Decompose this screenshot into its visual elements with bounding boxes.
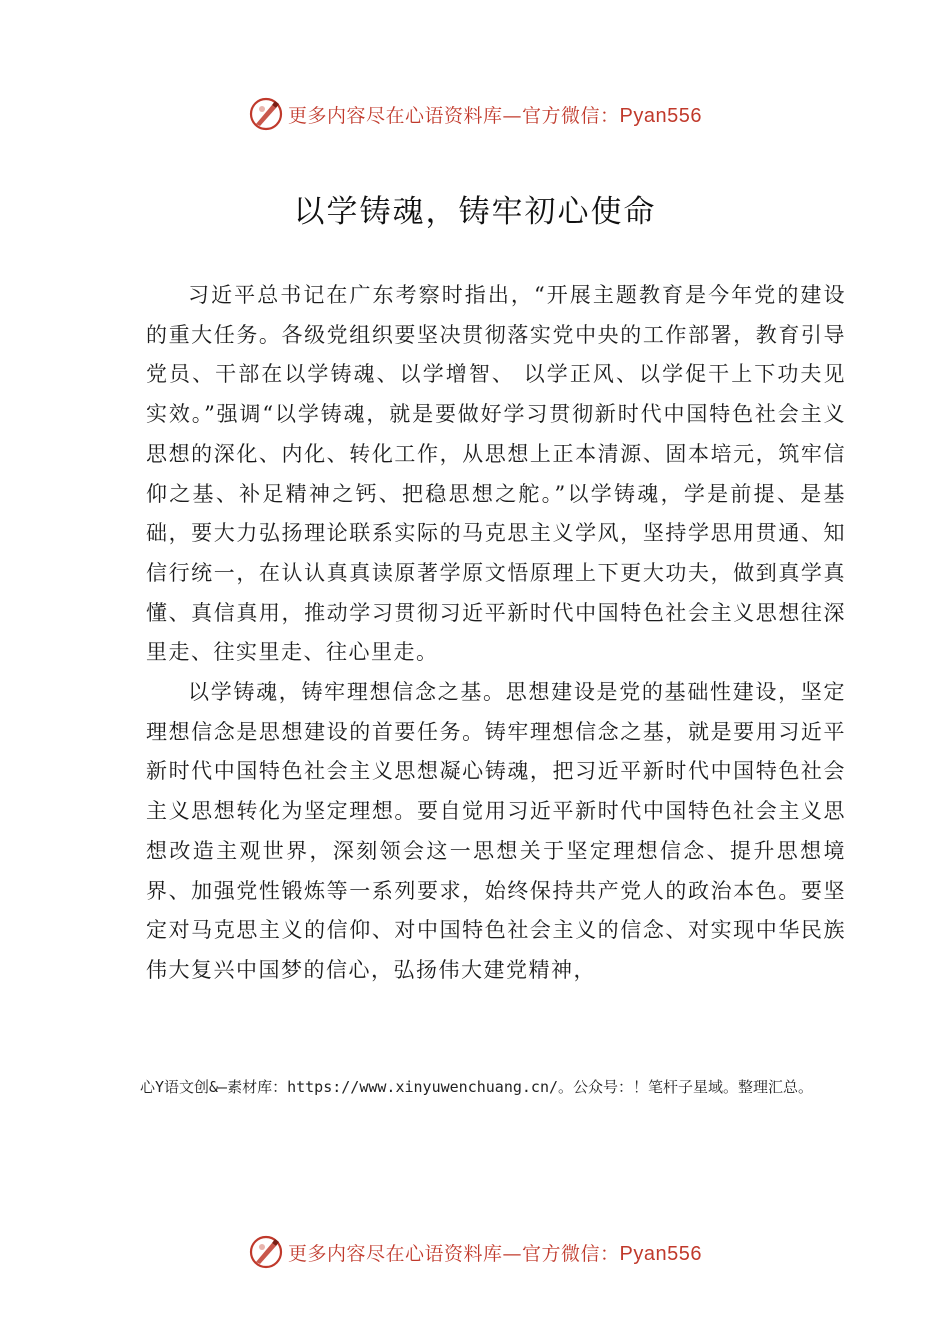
pen-logo-icon xyxy=(248,96,284,132)
header-banner xyxy=(0,94,950,134)
paragraph: 习近平总书记在广东考察时指出，“开展主题教育是今年党的建设的重大任务。各级党组织要坚决贯彻落实党中央的工作部署，教育引导党员、干部在以学铸魂、以学增智、 以学正风、以学促干上下功夫见实效。”强调“以学铸魂，就是要做好学习贯彻新时代中国特色社会主义思想的深化、内化、转化工作，从思想上正本清源、固本培元，筑牢信仰之基、补足精神之钙、把稳思想之舵。”以学铸魂，学是前提、是基础，要大力弘扬理论联系实际的马克思主义学风，坚持学思用贯通、知信行统一，在认认真真读原著学原文悟原理上下更大功夫，做到真学真懂、真信真用，推动学习贯彻习近平新时代中国特色社会主义思想往深里走、往实里走、往心里走。 xyxy=(146,283,846,665)
wechat-account: Pyan556 xyxy=(619,1242,702,1265)
page-title: 以学铸魂，铸牢初心使命 xyxy=(293,194,657,230)
wechat-account: Pyan556 xyxy=(619,104,702,127)
banner-text: 更多内容尽在心语资料库—官方微信：Pyan556 xyxy=(288,104,702,127)
banner-text: 更多内容尽在心语资料库—官方微信：Pyan556 xyxy=(288,1242,702,1265)
source-footnote: 心Y语文创&—素材库：https://www.xinyuwenchuang.cn/。公众号：！笔杆子星域。整理汇总。 xyxy=(140,1078,814,1096)
footer-banner xyxy=(0,1232,950,1272)
pen-logo-icon xyxy=(248,1234,284,1270)
document-body xyxy=(146,276,846,991)
paragraph: 以学铸魂，铸牢理想信念之基。思想建设是党的基础性建设，坚定理想信念是思想建设的首要任务。铸牢理想信念之基，就是要用习近平新时代中国特色社会主义思想凝心铸魂，把习近平新时代中国特色社会主义思想转化为坚定理想。要自觉用习近平新时代中国特色社会主义思想改造主观世界，深刻领会这一思想关于坚定理想信念、提升思想境界、加强党性锻炼等一系列要求，始终保持共产党人的政治本色。要坚定对马克思主义的信仰、对中国特色社会主义的信念、对实现中华民族伟大复兴中国梦的信心，弘扬伟大建党精神， xyxy=(146,680,846,982)
